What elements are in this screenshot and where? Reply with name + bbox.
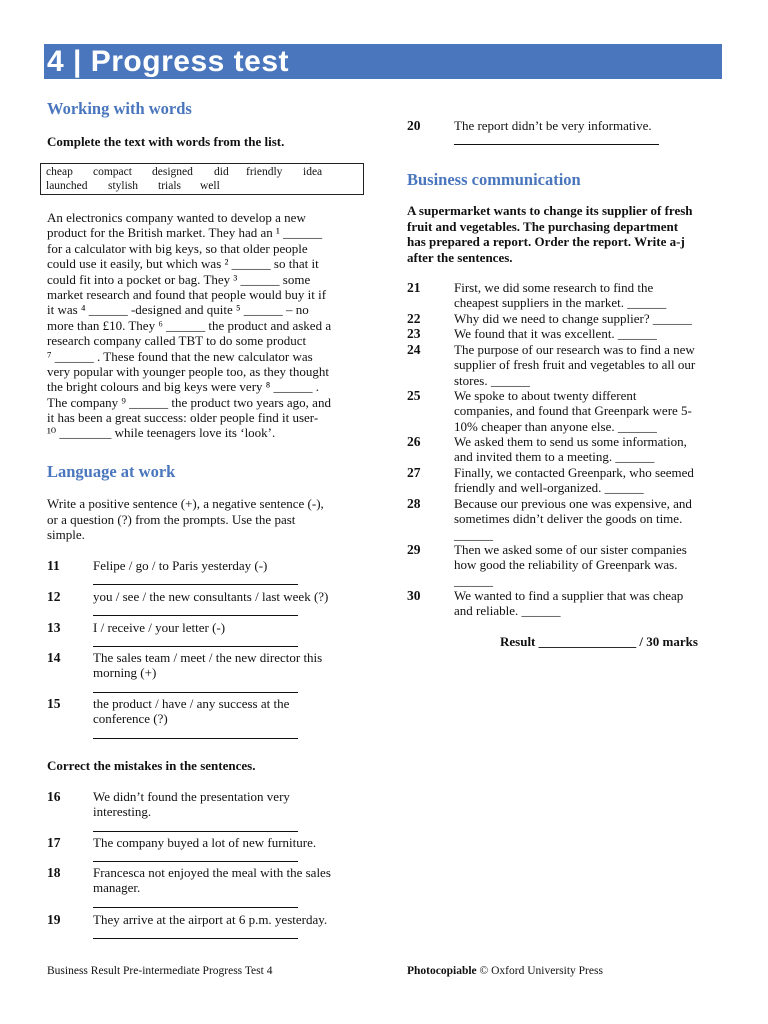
instruction-line: fruit and vegetables. The purchasing department	[407, 218, 679, 234]
item-line: Why did we need to change supplier? ______	[454, 311, 692, 326]
item-line: Then we asked some of our sister companies	[454, 542, 687, 557]
word-item: launched	[46, 180, 88, 192]
item-line: First, we did some research to find the	[454, 280, 654, 295]
answer-line[interactable]	[93, 821, 298, 832]
order-item	[454, 326, 657, 341]
gap-fill-paragraph	[47, 210, 359, 441]
paragraph-line: it was ⁴ ______ -designed and quite ⁵ ______ – no	[47, 302, 309, 318]
item-line: ______	[454, 526, 493, 542]
question-number: 15	[47, 696, 61, 711]
instruction-line: after the sentences.	[407, 249, 513, 265]
item-line: Because our previous one was expensive, and	[454, 496, 692, 511]
sentence-line: Francesca not enjoyed the meal with the sales	[93, 865, 331, 880]
order-item	[454, 542, 687, 588]
question-sentence	[93, 912, 327, 943]
order-item	[454, 280, 666, 311]
question-number: 28	[407, 496, 421, 511]
result-score: Result _______________ / 30 marks	[500, 634, 698, 649]
question-number: 18	[47, 865, 61, 880]
question-number: 17	[47, 835, 61, 850]
item-line: and reliable. ______	[454, 603, 561, 619]
answer-line[interactable]	[93, 636, 298, 647]
question-number: 11	[47, 558, 60, 573]
correct-instruction: Correct the mistakes in the sentences.	[47, 758, 256, 773]
question-prompt	[93, 589, 328, 620]
answer-line[interactable]	[93, 574, 298, 585]
prompt-line: The sales team / meet / the new director this	[93, 650, 323, 665]
item-line: We wanted to find a supplier that was cheap	[454, 588, 684, 603]
question-number: 27	[407, 465, 421, 480]
business-instruction	[407, 203, 727, 265]
answer-line[interactable]	[93, 897, 298, 908]
sentence-line: We didn’t found the presentation very	[93, 789, 290, 804]
order-item	[454, 434, 687, 465]
paragraph-line: more than £10. They ⁶ ______ the product and asked a	[47, 317, 332, 333]
answer-line[interactable]	[93, 851, 298, 862]
question-sentence	[93, 789, 298, 835]
question-prompt	[93, 558, 298, 589]
prompt-line: conference (?)	[93, 711, 168, 727]
question-number: 19	[47, 912, 61, 927]
item-line: We asked them to send us some information,	[454, 434, 687, 449]
paragraph-line: product for the British market. They had an ¹ ______	[47, 225, 323, 241]
paragraph-line: research company called TBT to do some product	[47, 333, 307, 349]
question-number: 30	[407, 588, 421, 603]
word-item: cheap	[46, 166, 73, 178]
prompt-line: you / see / the new consultants / last week (?)	[93, 589, 329, 604]
paragraph-line: for a calculator with big keys, so that older people	[47, 240, 308, 256]
paragraph-line: could fit into a pocket or bag. They ³ ______ some	[47, 271, 311, 287]
question-number: 12	[47, 589, 61, 604]
prompt-line: I / receive / your letter (-)	[93, 620, 226, 635]
question-number: 21	[407, 280, 421, 295]
item-line: how good the reliability of Greenpark was.	[454, 557, 678, 573]
paragraph-line: could use it easily, but which was ² ______ so that it	[47, 256, 319, 272]
language-instruction	[47, 496, 367, 543]
sentence-line: The company buyed a lot of new furniture.	[93, 835, 317, 850]
paragraph-line: market research and found that people would buy it if	[47, 286, 327, 302]
answer-line[interactable]	[454, 134, 659, 145]
footer-source: Business Result Pre-intermediate Progress Test 4	[47, 965, 273, 977]
sentence-line: manager.	[93, 880, 141, 896]
question-number: 29	[407, 542, 421, 557]
word-list-box	[40, 163, 364, 195]
item-line: ______	[454, 572, 493, 588]
working-with-words-heading: Working with words	[47, 99, 192, 118]
sentence-line: interesting.	[93, 804, 152, 820]
question-prompt	[93, 650, 322, 696]
order-item	[454, 311, 692, 326]
question-number: 22	[407, 311, 421, 326]
question-number: 13	[47, 620, 61, 635]
item-line: The purpose of our research was to find a new	[454, 342, 695, 357]
prompt-line: Felipe / go / to Paris yesterday (-)	[93, 558, 268, 573]
question-prompt	[93, 620, 298, 651]
answer-line[interactable]	[93, 682, 298, 693]
question-number: 16	[47, 789, 61, 804]
answer-line[interactable]	[93, 728, 298, 739]
item-line: stores. ______	[454, 372, 530, 388]
order-item	[454, 496, 692, 542]
working-instruction: Complete the text with words from the list.	[47, 134, 285, 149]
business-communication-heading: Business communication	[407, 170, 581, 189]
instruction-line: A supermarket wants to change its supplier of fresh	[407, 203, 693, 218]
language-at-work-heading: Language at work	[47, 462, 176, 481]
copyright-text: © Oxford University Press	[476, 965, 603, 977]
question-number: 20	[407, 118, 421, 133]
word-item: stylish	[108, 180, 139, 192]
item-line: sometimes didn’t deliver the goods on time.	[454, 511, 683, 527]
paragraph-line: The company ⁹ ______ the product two years ago, and	[47, 394, 331, 410]
paragraph-line: very popular with younger people too, as they thought	[47, 363, 329, 379]
item-line: friendly and well-organized. ______	[454, 480, 644, 496]
item-line: supplier of fresh fruit and vegetables to all our	[454, 357, 696, 373]
order-item	[454, 588, 683, 619]
photocopiable-label: Photocopiable	[407, 965, 477, 977]
word-item: designed	[152, 166, 193, 178]
question-sentence	[454, 118, 659, 149]
question-number: 26	[407, 434, 421, 449]
word-item: did	[214, 166, 229, 178]
instruction-line: or a question (?) from the prompts. Use the past	[47, 511, 296, 527]
instruction-line: simple.	[47, 527, 85, 542]
page-title: 4 | Progress test	[47, 45, 289, 78]
instruction-line: Write a positive sentence (+), a negative sentence (-),	[47, 496, 324, 511]
question-prompt	[93, 696, 298, 742]
sentence-line: The report didn’t be very informative.	[454, 118, 652, 133]
word-item: well	[200, 180, 220, 192]
order-item	[454, 342, 695, 388]
word-item: friendly	[246, 166, 283, 178]
item-line: cheapest suppliers in the market. ______	[454, 295, 667, 311]
order-item	[454, 465, 694, 496]
word-item: trials	[158, 180, 181, 192]
item-line: and invited them to a meeting. ______	[454, 449, 655, 465]
title-banner	[44, 44, 722, 79]
paragraph-line: it has been a great success: older people find it user-	[47, 410, 319, 426]
question-number: 25	[407, 388, 421, 403]
paragraph-line: the bright colours and big keys were very ⁸ ______ .	[47, 379, 320, 395]
answer-line[interactable]	[93, 605, 298, 616]
item-line: We spoke to about twenty different	[454, 388, 637, 403]
sentence-line: They arrive at the airport at 6 p.m. yesterday.	[93, 912, 328, 927]
question-number: 23	[407, 326, 421, 341]
prompt-line: morning (+)	[93, 665, 157, 681]
question-number: 24	[407, 342, 421, 357]
paragraph-line: ⁷ ______ . These found that the new calculator was	[47, 348, 313, 364]
word-item: idea	[303, 166, 323, 178]
item-line: We found that it was excellent. ______	[454, 326, 657, 341]
prompt-line: the product / have / any success at the	[93, 696, 290, 711]
question-number: 14	[47, 650, 61, 665]
question-sentence	[93, 865, 331, 911]
item-line: Finally, we contacted Greenpark, who seemed	[454, 465, 694, 480]
question-sentence	[93, 835, 316, 866]
answer-line[interactable]	[93, 928, 298, 939]
order-item	[454, 388, 692, 434]
item-line: companies, and found that Greenpark were 5-	[454, 403, 692, 419]
item-line: 10% cheaper than anyone else. ______	[454, 418, 657, 434]
paragraph-line: ¹⁰ ________ while teenagers love its ‘look’.	[47, 425, 276, 441]
footer-copyright	[407, 965, 603, 977]
word-item: compact	[93, 166, 132, 178]
instruction-line: has prepared a report. Order the report. Write a-j	[407, 234, 685, 249]
paragraph-line: An electronics company wanted to develop a new	[47, 210, 306, 225]
